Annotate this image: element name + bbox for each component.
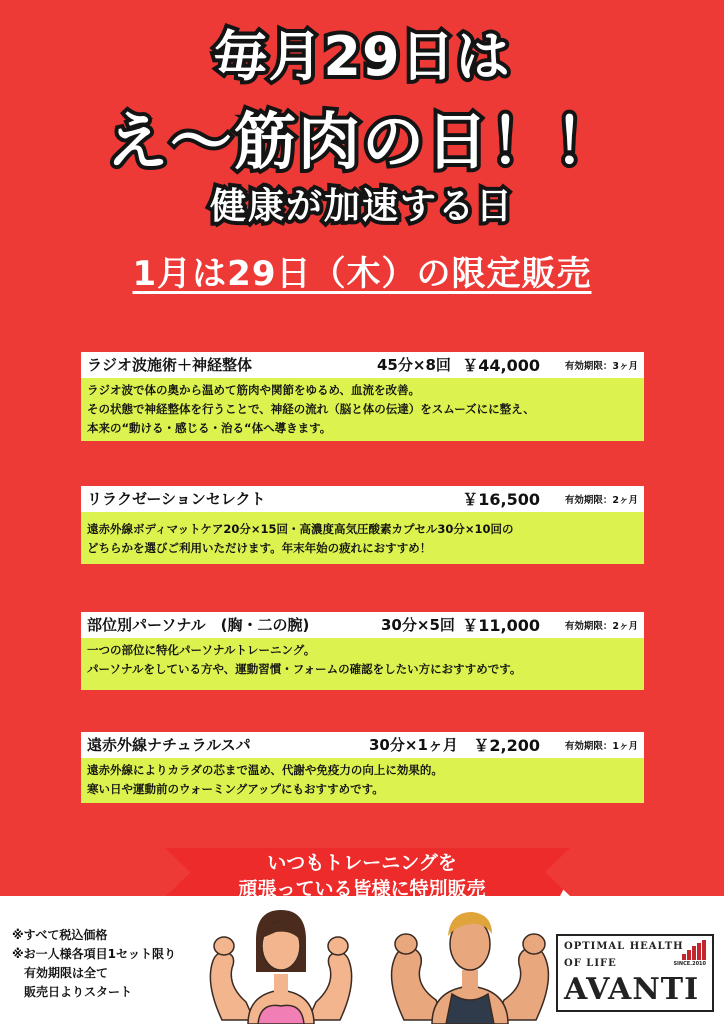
logo-tagline-1: OPTIMAL HEALTH	[564, 941, 684, 952]
offer-quantity: 30分×5回	[381, 616, 455, 634]
offer-name: ラジオ波施術＋神経整体	[87, 356, 253, 374]
headline-line-3: 健康が加速する日	[209, 186, 514, 227]
offer-name: リラクゼーションセレクト	[87, 490, 266, 508]
offer-validity: 有効期限：2ヶ月	[564, 621, 638, 632]
woman-flexing-illustration	[196, 902, 366, 1024]
offer-name: 部位別パーソナル (胸・二の腕)	[87, 616, 310, 634]
headline-line-1: 毎月29日は	[213, 25, 511, 88]
footnote-tax: ※すべて税込価格	[12, 928, 108, 942]
man-flexing-illustration	[380, 902, 560, 1024]
description-line: 一つの部位に特化パーソナルトレーニング。	[87, 643, 316, 657]
offer-description	[81, 378, 644, 441]
banner-line-2: 頑張っている皆様に特別販売	[238, 878, 486, 900]
offer-price: ￥11,000	[462, 616, 540, 635]
description-line: その状態で神経整体を行うことで、神経の流れ（脳と体の伝達）をスムーズにに整え、	[87, 402, 535, 416]
description-line: 遠赤外線ボディマットケア20分×15回・高濃度高気圧酸素カプセル30分×10回の	[87, 522, 514, 536]
offer-header	[81, 732, 644, 758]
offer-price: ￥44,000	[462, 356, 540, 375]
description-line: パーソナルをしている方や、運動習慣・フォームの確認をしたい方におすすめです。	[87, 662, 522, 676]
logo-brand: AVANTI	[564, 972, 700, 1007]
offer-validity: 有効期限：2ヶ月	[564, 495, 638, 506]
description-line: どちらかを選びご利用いただけます。年末年始の疲れにおすすめ！	[87, 541, 432, 555]
description-line: 遠赤外線によりカラダの芯まで温め、代謝や免疫力の向上に効果的。	[87, 763, 443, 777]
offer-card	[81, 486, 644, 564]
offer-card	[81, 612, 644, 690]
headline-line-2: え〜筋肉の日！！	[105, 105, 618, 178]
logo-bar-graph-icon	[682, 940, 706, 960]
offer-quantity: 30分×1ヶ月	[369, 736, 458, 754]
offer-header	[81, 486, 644, 512]
offer-description	[81, 512, 644, 564]
description-line: 本来の“動ける・感じる・治る“体へ導きます。	[87, 421, 332, 435]
offer-card	[81, 732, 644, 803]
offer-header	[81, 352, 644, 378]
footnote-validity: 有効期限は全て	[24, 966, 109, 980]
sale-date-text: 1月は29日（木）の限定販売	[132, 254, 592, 294]
offer-price: ￥2,200	[473, 736, 540, 755]
offer-card	[81, 352, 644, 441]
special-sale-banner	[0, 850, 724, 902]
offer-description	[81, 638, 644, 690]
description-line: ラジオ波で体の奥から温めて筋肉や関節をゆるめ、血流を改善。	[87, 383, 421, 397]
avanti-logo	[556, 934, 714, 1012]
offer-validity: 有効期限：3ヶ月	[564, 361, 638, 372]
description-line: 寒い日や運動前のウォーミングアップにもおすすめです。	[87, 782, 384, 796]
footnote-start: 販売日よりスタート	[24, 985, 133, 999]
offer-description	[81, 758, 644, 803]
logo-since: SINCE.2010	[673, 961, 706, 967]
offer-header	[81, 612, 644, 638]
footnotes	[12, 926, 176, 1002]
banner-line-1: いつもトレーニングを	[267, 852, 457, 874]
footnote-limit: ※お一人様各項目1セット限り	[12, 947, 177, 961]
offer-name: 遠赤外線ナチュラルスパ	[87, 736, 251, 754]
offer-price: ￥16,500	[462, 490, 540, 509]
sale-date-line	[0, 246, 724, 295]
offer-quantity: 45分×8回	[377, 356, 451, 374]
offer-validity: 有効期限：1ヶ月	[564, 741, 638, 752]
logo-tagline-2: OF LIFE	[564, 958, 617, 969]
